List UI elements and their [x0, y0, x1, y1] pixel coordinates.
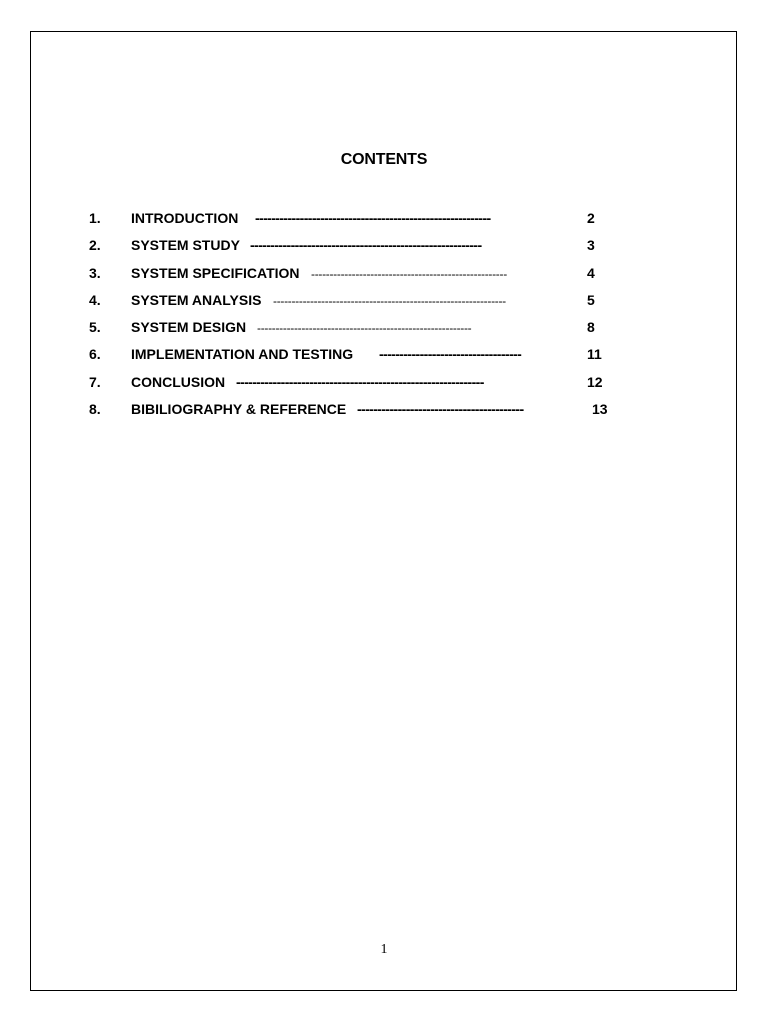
page-border	[30, 31, 737, 991]
toc-entry-number: 6.	[89, 346, 101, 363]
toc-entry-leader: ---------------------------------------------------------------	[273, 293, 506, 308]
toc-entry-leader: ----------------------------------------------------------	[257, 321, 472, 336]
toc-entry-leader: -------------------------------------------------------------	[236, 373, 484, 390]
toc-entry-page: 12	[587, 373, 603, 390]
table-of-contents	[89, 208, 649, 426]
toc-entry-leader: -----------------------------------------------------	[311, 266, 507, 281]
toc-entry-label: SYSTEM ANALYSIS	[131, 291, 262, 308]
toc-entry-number: 1.	[89, 210, 101, 226]
toc-entry-leader: -----------------------------------	[379, 346, 522, 363]
toc-entry-page: 3	[587, 237, 595, 254]
toc-entry-label: SYSTEM STUDY	[131, 237, 240, 254]
toc-entry-page: 5	[587, 291, 595, 308]
toc-entry-number: 8.	[89, 401, 101, 418]
toc-entry-label: INTRODUCTION	[131, 210, 239, 226]
toc-entry-leader: ---------------------------------------------------------	[250, 237, 482, 254]
toc-entry-number: 2.	[89, 237, 101, 254]
toc-entry[interactable]	[89, 208, 649, 235]
toc-entry-leader: ----------------------------------------------------------	[255, 210, 491, 226]
toc-entry-label: CONCLUSION	[131, 373, 226, 390]
toc-entry[interactable]	[89, 290, 649, 317]
toc-entry[interactable]	[89, 344, 649, 371]
toc-entry[interactable]	[89, 263, 649, 290]
toc-entry-number: 3.	[89, 264, 101, 281]
toc-entry-number: 5.	[89, 319, 101, 336]
toc-entry-label: SYSTEM SPECIFICATION	[131, 264, 300, 281]
toc-entry[interactable]	[89, 235, 649, 262]
toc-entry-page: 13	[592, 401, 608, 418]
toc-entry-page: 8	[587, 319, 595, 336]
toc-entry[interactable]	[89, 399, 649, 426]
toc-entry-label: IMPLEMENTATION AND TESTING	[131, 346, 354, 363]
page-title: CONTENTS	[340, 151, 428, 168]
toc-entry-page: 11	[587, 346, 602, 363]
toc-entry-label: BIBILIOGRAPHY & REFERENCE	[131, 401, 347, 418]
toc-entry[interactable]	[89, 372, 649, 399]
page-number: 1	[380, 942, 388, 957]
toc-entry-number: 7.	[89, 373, 101, 390]
toc-entry[interactable]	[89, 317, 649, 344]
toc-entry-page: 2	[587, 210, 595, 226]
toc-entry-page: 4	[587, 264, 595, 281]
toc-entry-leader: -----------------------------------------	[357, 401, 524, 418]
toc-entry-number: 4.	[89, 291, 101, 308]
toc-entry-label: SYSTEM DESIGN	[131, 319, 247, 336]
